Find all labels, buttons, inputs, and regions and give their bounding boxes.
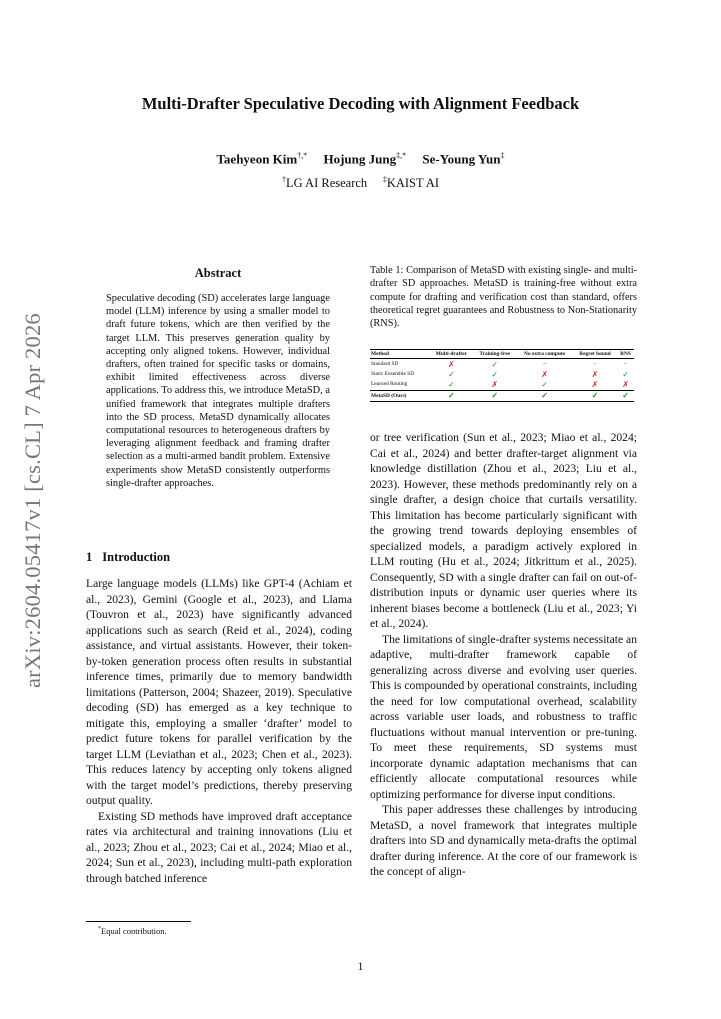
table-cell: ✓ xyxy=(447,369,455,379)
table-cell: ✓ xyxy=(491,369,499,379)
table-cell: ✓ xyxy=(491,359,499,369)
paragraph: Large language models (LLMs) like GPT-4 (Achiam et al., 2023), Gemini (Google et al., 2023), and Llama (Touvron et al., 2023) have significantly advanced applications such as search (Reid et al., 2024), coding assistance, and virtual assistants. However, their token-by-token generation process often results in substantial inference times, primarily due to memory bandwidth limitations (Patterson, 2004; Shazeer, 2019). Speculative decoding (SD) has emerged as a key technique to mitigate this, employing a smaller ‘drafter’ model to predict future tokens for parallel verification by the target LLM (Leviathan et al., 2023; Chen et al., 2023). This reduces latency by accepting only tokens aligned with the target model’s predictions, thereby preserving output quality. xyxy=(86,577,352,807)
footnote-rule xyxy=(86,921,191,922)
right-column xyxy=(370,430,637,880)
comparison-table xyxy=(370,349,634,402)
section-number: 1 xyxy=(86,550,93,564)
page-number: 1 xyxy=(357,961,364,973)
table-cell: ✓ xyxy=(473,390,516,401)
table-cell: – xyxy=(593,361,597,368)
table-cell: ✗ xyxy=(622,379,629,389)
table-cell: ✓ xyxy=(622,369,629,379)
paragraph: The limitations of single-drafter systems necessitate an adaptive, multi-drafter framework capable of generalizing across diverse and evolving user queries. This is compounded by operational constraints, including the need for low computational overhead, scalability across variable user loads, and robustness to traffic fluctuations without manual intervention or pre-tuning. To meet these requirements, SD systems must incorporate dynamic adaptation mechanisms that can efficiently allocate computational resources while optimizing performance for diverse input conditions. xyxy=(370,632,637,801)
table-row xyxy=(370,359,634,370)
paragraph: or tree verification (Sun et al., 2023; Miao et al., 2024; Cai et al., 2024) and better drafter-target alignment via knowledge distillation (Zhou et al., 2023; Liu et al., 2023). However, these methods predominantly rely on a single drafter, a design choice that curtails versatility. This limitation has become particularly significant with the growing trend towards deploying ensembles of specialized models, a paradigm actively explored in LLM routing (Hu et al., 2024; Jitkrittum et al., 2025). Consequently, SD with a single drafter can fail on out-of-distribution inputs or dynamic user queries where its inherent biases become a bottleneck (Liu et al., 2023; Yi et al., 2024). xyxy=(370,431,637,630)
table-header: No extra compute xyxy=(516,350,573,359)
table-cell: ✓ xyxy=(617,390,634,401)
table-header: RNS xyxy=(617,350,634,359)
author-name: Hojung Jung xyxy=(323,151,397,167)
affiliation-name: LG AI Research xyxy=(285,176,368,191)
left-column xyxy=(86,576,352,886)
section-heading xyxy=(86,550,170,565)
table-cell: ✗ xyxy=(541,369,548,379)
paragraph: Existing SD methods have improved draft acceptance rates via architectural and training innovations (Liu et al., 2023; Zhou et al., 2023; Cai et al., 2024; Miao et al., 2024; Sun et al., 2023), including multi-path exploration through batched inference xyxy=(86,809,352,885)
footnote-text: Equal contribution. xyxy=(101,926,167,936)
affiliation-list xyxy=(0,175,721,191)
table-cell: ✗ xyxy=(447,359,455,369)
table-row xyxy=(370,390,634,401)
table-cell: Standard SD xyxy=(371,361,399,368)
author-name: Se-Young Yun xyxy=(422,151,501,167)
table-cell: ✓ xyxy=(429,390,473,401)
table-cell: ✓ xyxy=(541,379,548,389)
table-cell: ✓ xyxy=(573,390,617,401)
author-name: Taehyeon Kim xyxy=(216,151,298,167)
affiliation-name: KAIST AI xyxy=(386,176,440,191)
table-cell: – xyxy=(624,361,627,368)
table-cell: ✓ xyxy=(447,379,455,389)
table-cell: Static Ensemble SD xyxy=(371,371,415,378)
table-header: Multi-drafter xyxy=(429,350,473,359)
arxiv-stamp: arXiv:2604.05417v1 [cs.CL] 7 Apr 2026 xyxy=(20,313,45,688)
table-cell: ✗ xyxy=(591,369,599,379)
table-cell: Learned Routing xyxy=(371,381,408,388)
table-cell: MetaSD (Ours) xyxy=(370,390,429,401)
author-mark: ‡ xyxy=(500,151,505,160)
table-cell: ✓ xyxy=(516,390,573,401)
table-row xyxy=(370,379,634,390)
author-mark: ‡,* xyxy=(396,151,407,160)
table-cell: – xyxy=(543,361,546,368)
table-cell: ✗ xyxy=(591,379,599,389)
table-cell: ✗ xyxy=(491,379,499,389)
footnote xyxy=(98,926,167,936)
paper-title: Multi-Drafter Speculative Decoding with Alignment Feedback xyxy=(141,94,580,113)
abstract-heading: Abstract xyxy=(194,266,242,280)
abstract-text: Speculative decoding (SD) accelerates large language model (LLM) inference by using a smaller model to draft future tokens, which are then verified by the target LLM. This preserves generation quality by accepting only aligned tokens. However, individual drafters, often trained for specific tasks or domains, exhibit limited effectiveness across diverse applications. To address this, we introduce MetaSD, a unified framework that integrates multiple drafters into the SD process. MetaSD dynamically allocates computational resources to heterogeneous drafters by leveraging alignment feedback and framing drafter selection as a multi-armed bandit problem. Extensive experiments show MetaSD consistently outperforms single-drafter approaches. xyxy=(106,293,330,489)
paragraph: This paper addresses these challenges by introducing MetaSD, a novel framework that integrates multiple drafters into SD and dynamically meta-drafts the optimal drafter during inference. At the core of our framework is the concept of align- xyxy=(370,803,637,878)
affiliation-mark: ‡ xyxy=(382,175,387,184)
table-header: Regret bound xyxy=(573,350,617,359)
table-caption: Table 1: Comparison of MetaSD with existing single- and multi-drafter SD approaches. MetaSD is training-free without extra compute for drafting and verification cost than standard, offers theoretical regret guarantees and Robustness to Non-Stationarity (RNS). xyxy=(370,265,637,330)
section-title: Introduction xyxy=(102,550,171,564)
table-row xyxy=(370,369,634,379)
table-header: Training-free xyxy=(473,350,516,359)
author-mark: †,* xyxy=(297,151,308,160)
table-header: Method xyxy=(370,350,429,359)
affiliation-mark: † xyxy=(281,175,286,184)
footnote-mark: * xyxy=(98,926,101,933)
author-list xyxy=(0,151,721,167)
